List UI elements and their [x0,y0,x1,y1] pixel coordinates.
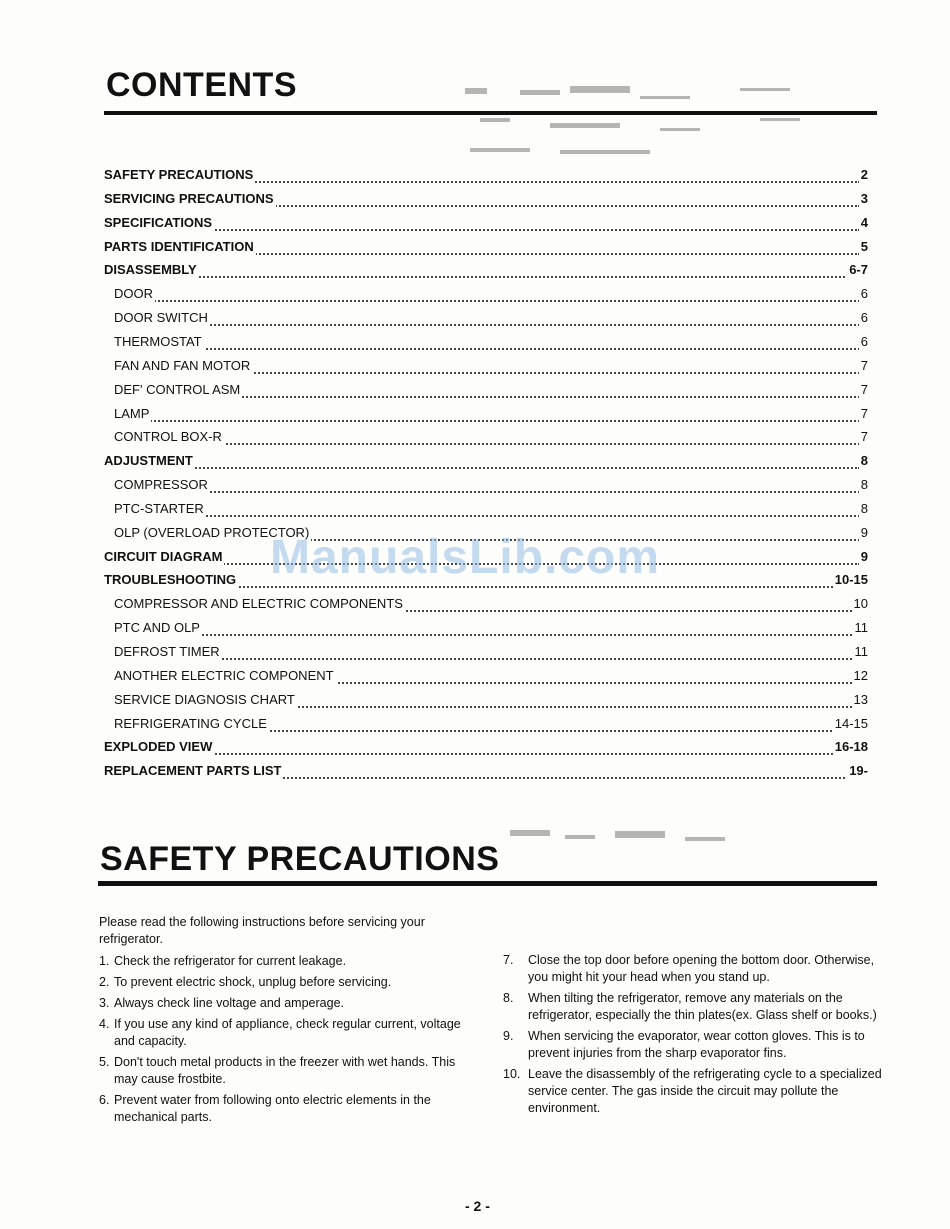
toc-entry [0,642,950,662]
safety-list-left [99,953,469,1130]
toc-entry-page: 10-15 [833,570,868,590]
safety-item-text: Don't touch metal products in the freezer with wet hands. This may cause frostbite. [114,1055,456,1086]
toc-leader-dots [104,217,860,231]
toc-leader-dots [114,503,860,517]
toc-entry-page: 19- [847,761,868,781]
toc-entry-page: 5 [859,237,868,257]
safety-item-number: 8. [503,991,514,1005]
safety-item-number: 6. [99,1093,110,1107]
toc-entry-title: EXPLODED VIEW [104,737,214,757]
toc-entry [0,594,950,614]
safety-item [99,1054,469,1088]
toc-entry-title: LAMP [114,404,151,424]
toc-entry-page: 4 [859,213,868,233]
contents-heading: CONTENTS [106,66,297,104]
safety-item [503,1066,883,1117]
toc-entry [0,332,950,352]
safety-heading: SAFETY PRECAUTIONS [100,840,500,878]
safety-item [99,1016,469,1050]
toc-entry-title: ANOTHER ELECTRIC COMPONENT [114,666,336,686]
toc-entry-title: FAN AND FAN MOTOR [114,356,252,376]
toc-entry-title: OLP (OVERLOAD PROTECTOR) [114,523,311,543]
toc-entry [0,427,950,447]
safety-item-text: Close the top door before opening the bottom door. Otherwise, you might hit your head when you stand up. [528,953,875,984]
toc-entry [0,284,950,304]
toc-entry [0,475,950,495]
safety-item [503,990,883,1024]
safety-item-text: Always check line voltage and amperage. [114,996,344,1010]
toc-leader-dots [104,264,860,278]
toc-entry-page: 7 [859,380,868,400]
toc-entry-page: 7 [859,356,868,376]
toc-entry-title: PARTS IDENTIFICATION [104,237,256,257]
scan-noise [505,825,745,855]
safety-item-number: 1. [99,954,110,968]
toc-entry-title: DOOR SWITCH [114,308,210,328]
toc-entry-page: 6 [859,332,868,352]
toc-entry [0,213,950,233]
heading-rule [98,881,877,886]
toc-leader-dots [114,336,860,350]
safety-item [99,995,469,1012]
watermark: ManualsLib.com [270,531,661,584]
toc-entry-page: 7 [859,404,868,424]
toc-leader-dots [114,312,860,326]
toc-entry [0,690,950,710]
toc-entry-title: TROUBLESHOOTING [104,570,238,590]
toc-entry [0,189,950,209]
safety-item-text: If you use any kind of appliance, check regular current, voltage and capacity. [114,1017,461,1048]
toc-entry-page: 8 [859,451,868,471]
safety-item-text: Prevent water from following onto electric elements in the mechanical parts. [114,1093,431,1124]
toc-entry-page: 8 [859,475,868,495]
toc-entry-page: 3 [859,189,868,209]
toc-leader-dots [114,646,860,660]
safety-item-text: Check the refrigerator for current leakage. [114,954,347,968]
toc-entry-page: 11 [853,642,869,662]
toc-entry-title: SERVICE DIAGNOSIS CHART [114,690,297,710]
safety-list-right [503,952,883,1121]
toc-entry-page: 9 [859,547,868,567]
safety-item-number: 9. [503,1029,514,1043]
toc-entry [0,260,950,280]
toc-entry [0,165,950,185]
toc-entry [0,761,950,781]
toc-leader-dots [104,455,860,469]
toc-entry-page: 10 [852,594,868,614]
toc-entry-title: DEFROST TIMER [114,642,222,662]
safety-item-number: 3. [99,996,110,1010]
safety-item-number: 4. [99,1017,110,1031]
safety-item [99,974,469,991]
toc-leader-dots [114,622,860,636]
safety-item [99,1092,469,1126]
toc-entry [0,308,950,328]
safety-item-number: 5. [99,1055,110,1069]
toc-entry [0,237,950,257]
toc-entry [0,380,950,400]
toc-entry [0,714,950,734]
toc-entry-title: CONTROL BOX-R [114,427,224,447]
toc-entry-page: 8 [859,499,868,519]
scan-noise [460,78,840,168]
toc-entry [0,499,950,519]
toc-entry [0,666,950,686]
toc-entry-title: PTC-STARTER [114,499,206,519]
safety-item [503,952,883,986]
toc-entry-title: SAFETY PRECAUTIONS [104,165,255,185]
toc-entry-page: 11 [853,618,869,638]
toc-entry-title: REPLACEMENT PARTS LIST [104,761,283,781]
toc-entry [0,451,950,471]
safety-item-number: 7. [503,953,514,967]
toc-entry-title: COMPRESSOR [114,475,210,495]
toc-entry-title: ADJUSTMENT [104,451,195,471]
toc-entry-title: SPECIFICATIONS [104,213,214,233]
toc-entry-title: DEF' CONTROL ASM [114,380,242,400]
page-number: - 2 - [465,1198,490,1214]
safety-item-text: When servicing the evaporator, wear cotton gloves. This is to prevent injuries from the sharp evaporator fins. [528,1029,865,1060]
toc-entry-page: 6-7 [847,260,868,280]
toc-entry-title: DOOR [114,284,155,304]
toc-entry [0,356,950,376]
toc-entry-title: DISASSEMBLY [104,260,199,280]
toc-entry-title: CIRCUIT DIAGRAM [104,547,224,567]
toc-entry-title: REFRIGERATING CYCLE [114,714,269,734]
safety-item-number: 10. [503,1067,521,1081]
toc-entry-title: SERVICING PRECAUTIONS [104,189,276,209]
toc-leader-dots [114,288,860,302]
toc-entry-page: 2 [859,165,868,185]
toc-entry-page: 14-15 [833,714,868,734]
safety-item [99,953,469,970]
safety-item-number: 2. [99,975,110,989]
toc-entry-page: 6 [859,284,868,304]
toc-leader-dots [114,479,860,493]
safety-intro: Please read the following instructions before servicing your refrigerator. [99,915,425,946]
toc-entry-page: 13 [852,690,868,710]
safety-item-text: Leave the disassembly of the refrigerating cycle to a specialized service center. The gas inside the circuit may pollute the environment. [528,1067,882,1115]
safety-item-text: When tilting the refrigerator, remove any materials on the refrigerator, especially the thin plates(ex. Glass shelf or books.) [528,991,877,1022]
toc-entry-page: 9 [859,523,868,543]
toc-entry-page: 6 [859,308,868,328]
toc-entry-title: PTC AND OLP [114,618,202,638]
toc-leader-dots [114,431,860,445]
toc-leader-dots [114,408,860,422]
toc-entry-title: THERMOSTAT [114,332,204,352]
toc-entry-page: 12 [852,666,868,686]
safety-item [503,1028,883,1062]
toc-entry [0,404,950,424]
toc-entry-page: 16-18 [833,737,868,757]
toc-entry [0,737,950,757]
safety-item-text: To prevent electric shock, unplug before servicing. [114,975,392,989]
toc-entry [0,618,950,638]
toc-entry-title: COMPRESSOR AND ELECTRIC COMPONENTS [114,594,405,614]
toc-leader-dots [104,741,860,755]
toc-entry-page: 7 [859,427,868,447]
